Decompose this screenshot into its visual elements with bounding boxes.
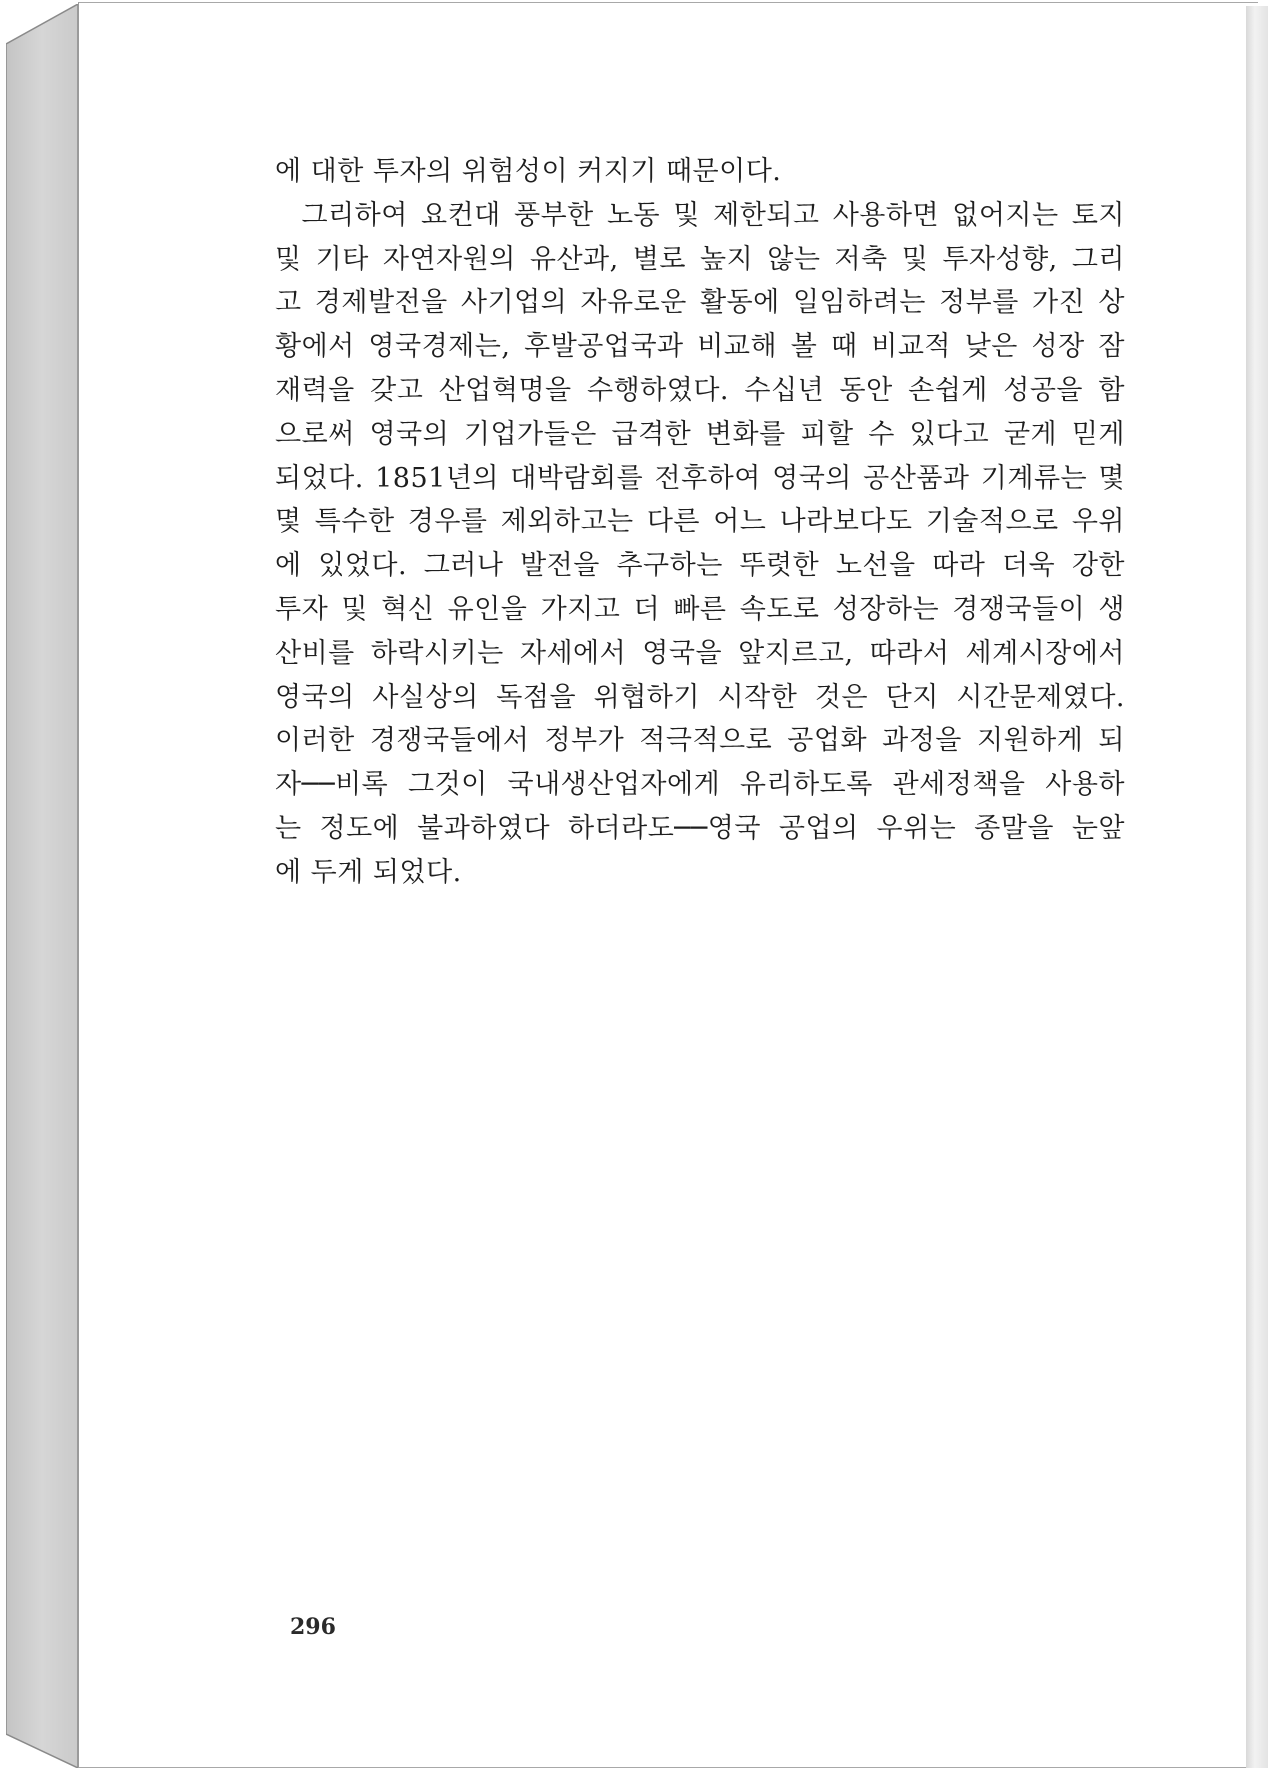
text-line: 고 경제발전을 사기업의 자유로운 활동에 일임하려는 정부를 가진 상: [275, 287, 1125, 319]
text-line: 에 두게 되었다.: [275, 856, 462, 888]
text-line: 으로써 영국의 기업가들은 급격한 변화를 피할 수 있다고 굳게 믿게: [275, 418, 1125, 450]
text-line: 이러한 경쟁국들에서 정부가 적극적으로 공업화 과정을 지원하게 되: [275, 725, 1125, 757]
text-line: 투자 및 혁신 유인을 가지고 더 빠른 속도로 성장하는 경쟁국들이 생: [275, 593, 1125, 625]
text-line: 그리하여 요컨대 풍부한 노동 및 제한되고 사용하면 없어지는 토지: [275, 199, 1125, 231]
text-line: 에 대한 투자의 위험성이 커지기 때문이다.: [275, 156, 782, 187]
page-edge-shadow: [1246, 6, 1268, 1768]
body-text: [275, 150, 1125, 895]
text-line: 재력을 갖고 산업혁명을 수행하였다. 수십년 동안 손쉽게 성공을 함: [275, 374, 1125, 406]
text-line: 되었다. 1851년의 대박람회를 전후하여 영국의 공산품과 기계류는 몇: [275, 462, 1125, 494]
text-line: 는 정도에 불과하였다 하더라도──영국 공업의 우위는 종말을 눈앞: [275, 812, 1125, 844]
text-line: 산비를 하락시키는 자세에서 영국을 앞지르고, 따라서 세계시장에서: [275, 637, 1125, 669]
book-spine: [6, 4, 78, 1768]
text-line: 에 있었다. 그러나 발전을 추구하는 뚜렷한 노선을 따라 더욱 강한: [275, 550, 1125, 582]
text-line: 몇 특수한 경우를 제외하고는 다른 어느 나라보다도 기술적으로 우위: [275, 506, 1125, 538]
book-spine-graphic: [6, 4, 78, 1768]
text-line: 및 기타 자연자원의 유산과, 별로 높지 않는 저축 및 투자성향, 그리: [275, 243, 1125, 275]
text-line: 황에서 영국경제는, 후발공업국과 비교해 볼 때 비교적 낮은 성장 잠: [275, 331, 1125, 363]
text-line: 자──비록 그것이 국내생산업자에게 유리하도록 관세정책을 사용하: [275, 769, 1125, 801]
page-number: 296: [290, 1614, 336, 1640]
text-line: 영국의 사실상의 독점을 위협하기 시작한 것은 단지 시간문제였다.: [275, 681, 1125, 713]
